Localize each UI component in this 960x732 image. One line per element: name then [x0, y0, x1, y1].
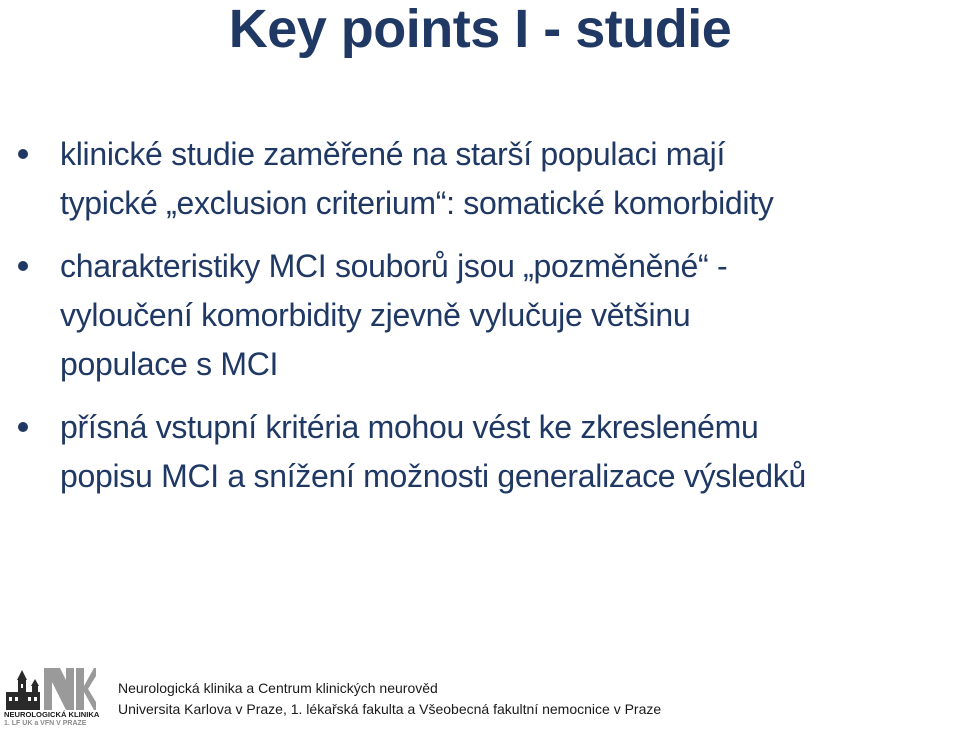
bullet-line: přísná vstupní kritéria mohou vést ke zkreslenému [60, 409, 759, 445]
bullet-line: vyloučení komorbidity zjevně vylučuje většinu [60, 297, 691, 333]
bullet-line: populace s MCI [60, 346, 279, 382]
footer-text [118, 678, 661, 720]
logo-name: NEUROLOGICKÁ KLINIKA [4, 710, 100, 719]
bullet-item [18, 403, 958, 501]
slide-title: Key points I - studie [228, 0, 732, 59]
bullet-list [18, 130, 958, 515]
bullet-dot-icon [18, 149, 28, 159]
footer-line-institution: Neurologická klinika a Centrum klinických neurověd [118, 680, 438, 696]
bullet-dot-icon [18, 422, 28, 432]
bullet-line: klinické studie zaměřené na starší populaci mají [60, 136, 726, 172]
bullet-item [18, 242, 958, 389]
bullet-item [18, 130, 958, 228]
logo-caption [4, 710, 100, 728]
bullet-line: charakteristiky MCI souborů jsou „pozměněné“ - [60, 248, 728, 284]
bullet-dot-icon [18, 261, 28, 271]
footer-line-university: Universita Karlova v Praze, 1. lékařská fakulta a Všeobecná fakultní nemocnice v Praze [118, 701, 662, 717]
bullet-line: typické „exclusion criterium“: somatické komorbidity [60, 185, 774, 221]
bullet-line: popisu MCI a snížení možnosti generalizace výsledků [60, 458, 806, 494]
logo-subtitle: 1. LF UK a VFN V PRAZE [4, 720, 87, 727]
footer [0, 662, 960, 732]
